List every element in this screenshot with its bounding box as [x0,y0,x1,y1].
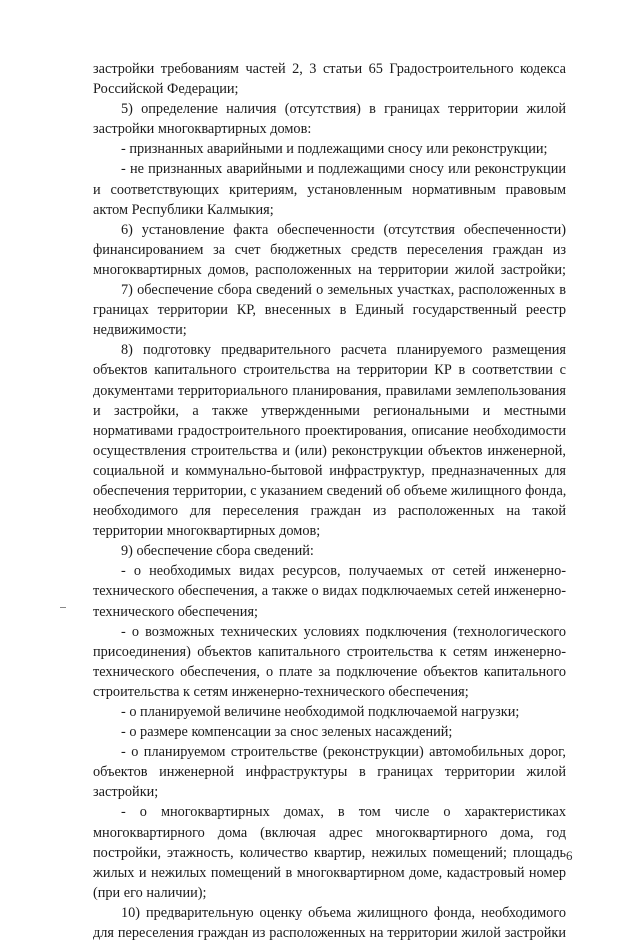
page-number: 6 [566,848,573,863]
text-line: многоквартирного дома (включая адрес многоквартирного дома, год [93,824,566,841]
text-line: 7) обеспечение сбора сведений о земельных участках, расположенных в [121,282,566,299]
text-line: технического обеспечения, а также о видах подключаемых сетей инженерно- [93,583,566,600]
text-line: документами территориального планирования, правилами землепользования [93,382,566,399]
text-line: 8) подготовку предварительного расчета планируемого размещения [121,342,566,359]
text-line: объектов инженерной инфраструктуры в границах территории жилой [93,764,566,781]
text-line: актом Республики Калмыкия; [93,201,274,218]
text-line: жилых и нежилых помещений в многоквартирном доме, кадастровый номер [93,864,566,881]
document-body [93,59,566,943]
text-line: (при его наличии); [93,884,207,901]
text-line: - о размере компенсации за снос зеленых насаждений; [121,724,453,741]
text-line: социальной и коммунально-бытовой инфраструктур, предназначенных для [93,462,566,479]
text-line: 5) определение наличия (отсутствия) в границах территории жилой [121,101,566,118]
text-line: объектов капитального строительства на территории КР в соответствии с [93,362,566,379]
text-line: и соответствующих критериям, установленным нормативным правовым [93,181,566,198]
text-line: - о многоквартирных домах, в том числе о характеристиках [121,804,566,821]
text-line: для переселения граждан из расположенных на территории жилой застройки [93,925,566,942]
text-line: Российской Федерации; [93,81,239,98]
text-line: - не признанных аварийными и подлежащими сносу или реконструкции [121,161,566,178]
text-line: обеспечения территории, с указанием сведений об объеме жилищного фонда, [93,482,567,499]
text-line: финансированием за счет бюджетных средств переселения граждан из [93,241,566,258]
text-line: - о планируемой величине необходимой подключаемой нагрузки; [121,704,520,720]
text-line: постройки, этажность, количество квартир, нежилых помещений; площадь [93,844,566,861]
text-line: - о планируемом строительстве (реконструкции) автомобильных дорог, [121,744,566,761]
text-line: технического обеспечения, о плате за подключение объектов капитального [93,663,566,680]
text-line: застройки многоквартирных домов: [93,121,312,138]
text-line: строительства к сетям инженерно-технического обеспечения; [93,683,469,700]
text-line: - о возможных технических условиях подключения (технологического [121,623,566,640]
text-line: технического обеспечения; [93,603,259,620]
text-line: застройки требованиям частей 2, 3 статьи 65 Градостроительного кодекса [93,61,566,77]
text-line: недвижимости; [93,322,187,339]
text-line: присоединения) объектов капитального строительства к сетям инженерно- [93,643,566,660]
text-line: границах территории КР, внесенных в Единый государственный реестр [93,302,566,319]
text-line: нормативами градостроительного проектирования, описание необходимости [93,422,566,439]
text-line: 9) обеспечение сбора сведений: [121,543,314,560]
text-line: застройки; [93,784,159,801]
text-line: - признанных аварийными и подлежащими сносу или реконструкции; [121,141,548,158]
text-line: осуществления строительства и (или) реконструкции объектов инженерной, [93,442,566,459]
text-line: 10) предварительную оценку объема жилищного фонда, необходимого [121,904,566,921]
text-line: и застройки, а также утвержденными региональными и местными [93,402,566,419]
text-line: 6) установление факта обеспеченности (отсутствия обеспеченности) [121,221,566,238]
text-line: - о необходимых видах ресурсов, получаемых от сетей инженерно- [121,563,566,580]
text-line: территории многоквартирных домов; [93,523,321,540]
margin-mark [60,607,66,608]
text-line: необходимого для переселения граждан из расположенных на такой [93,503,566,520]
text-line: многоквартирных домов, расположенных на территории жилой застройки; [93,261,566,278]
